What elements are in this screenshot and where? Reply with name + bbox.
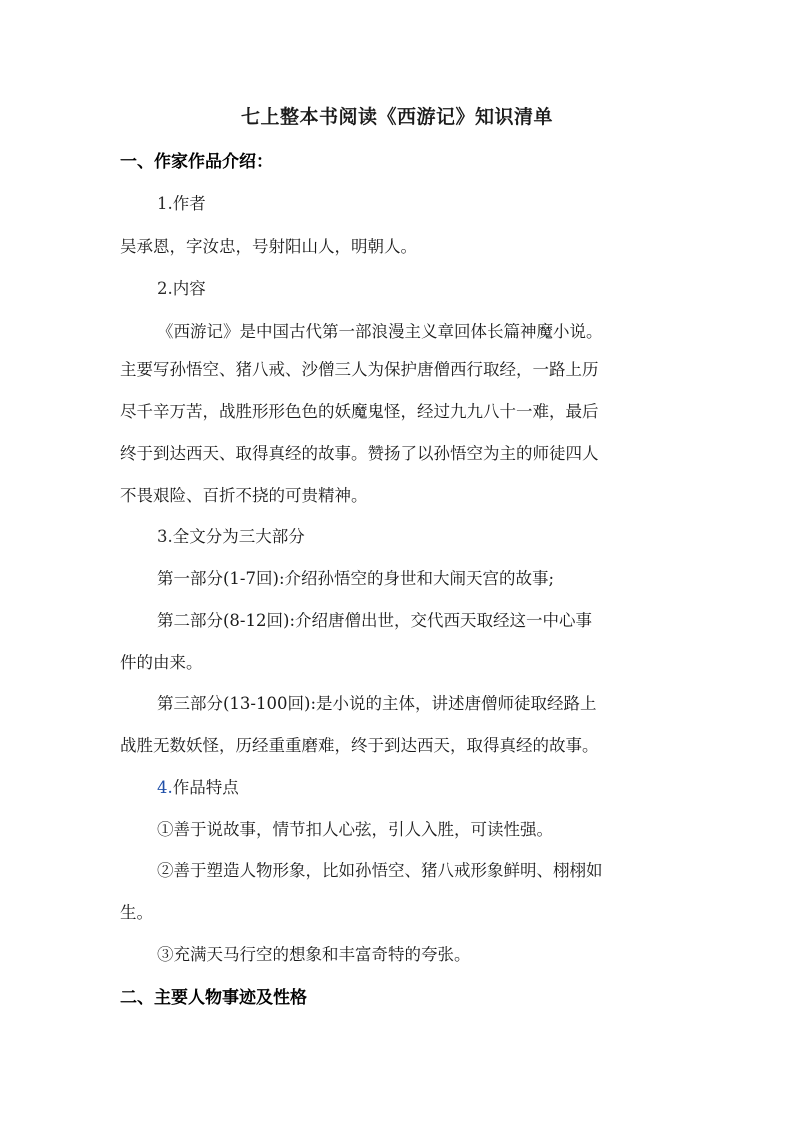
content-line: 主要写孙悟空、猪八戒、沙僧三人为保护唐僧西行取经，一路上历 xyxy=(120,360,599,379)
content-line: 《西游记》是中国古代第一部浪漫主义章回体长篇神魔小说。 xyxy=(157,322,603,341)
subheading-number: 4. xyxy=(157,778,173,797)
subheading-features xyxy=(157,774,239,798)
content-line: 终于到达西天、取得真经的故事。赞扬了以孙悟空为主的师徒四人 xyxy=(120,444,599,463)
feature-item: ②善于塑造人物形象，比如孙悟空、猪八戒形象鲜明、栩栩如 xyxy=(157,861,603,880)
subheading-label: 作者 xyxy=(172,194,206,213)
part-three-text: 第三部分(13-100回):是小说的主体，讲述唐僧师徒取经路上 xyxy=(157,694,597,713)
subheading-number: 3. xyxy=(157,527,173,546)
feature-item: ①善于说故事，情节扣人心弦，引人入胜，可读性强。 xyxy=(157,820,553,839)
part-one-text: 第一部分(1-7回):介绍孙悟空的身世和大闹天宫的故事; xyxy=(157,569,555,588)
subheading-parts xyxy=(157,523,305,547)
content-line: 尽千辛万苦，战胜形形色色的妖魔鬼怪，经过九九八十一难，最后 xyxy=(120,402,599,421)
document-title: 七上整本书阅读《西游记》知识清单 xyxy=(240,106,553,128)
section-heading-introduction: 一、作家作品介绍： xyxy=(120,152,273,172)
subheading-number: 1. xyxy=(157,194,173,213)
content-line: 不畏艰险、百折不挠的可贵精神。 xyxy=(120,486,368,505)
feature-item: 生。 xyxy=(120,903,153,922)
subheading-label: 内容 xyxy=(172,279,206,298)
subheading-label: 全文分为三大部分 xyxy=(172,527,305,546)
part-three-text: 战胜无数妖怪，历经重重磨难，终于到达西天，取得真经的故事。 xyxy=(120,736,599,755)
feature-item: ③充满天马行空的想象和丰富奇特的夸张。 xyxy=(157,945,471,964)
author-text: 吴承恩，字汝忠，号射阳山人，明朝人。 xyxy=(120,237,417,256)
part-two-text: 件的由来。 xyxy=(120,653,203,672)
subheading-author xyxy=(157,190,206,214)
part-two-text: 第二部分(8-12回):介绍唐僧出世，交代西天取经这一中心事 xyxy=(157,611,593,630)
subheading-label: 作品特点 xyxy=(172,778,239,797)
section-heading-characters: 二、主要人物事迹及性格 xyxy=(120,988,307,1008)
subheading-number: 2. xyxy=(157,279,173,298)
subheading-content xyxy=(157,275,206,299)
